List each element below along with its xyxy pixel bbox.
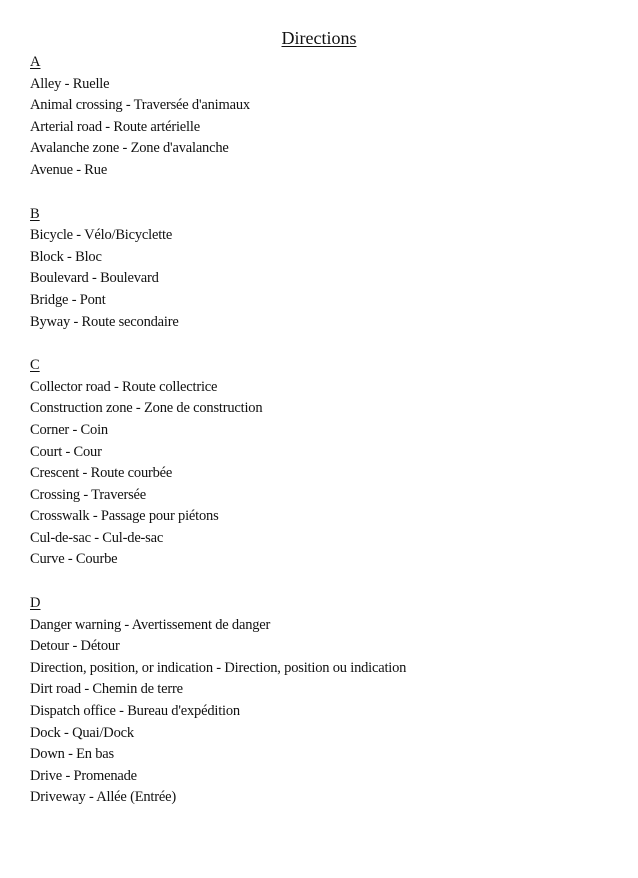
glossary-entry: Dispatch office - Bureau d'expédition [30, 703, 240, 720]
section-c [30, 355, 620, 571]
glossary-entry: Arterial road - Route artérielle [30, 118, 200, 135]
section-d [30, 593, 620, 809]
glossary-content [30, 52, 620, 831]
glossary-entry: Dock - Quai/Dock [30, 724, 134, 741]
glossary-entry: Collector road - Route collectrice [30, 378, 218, 395]
glossary-entry: Alley - Ruelle [30, 75, 110, 92]
glossary-entry: Avenue - Rue [30, 161, 108, 178]
glossary-entry: Block - Bloc [30, 248, 102, 265]
glossary-entry: Corner - Coin [30, 421, 108, 438]
glossary-entry: Danger warning - Avertissement de danger [30, 616, 271, 633]
glossary-entry: Cul-de-sac - Cul-de-sac [30, 529, 164, 546]
section-letter: B [30, 205, 40, 222]
glossary-entry: Down - En bas [30, 746, 114, 763]
section-b [30, 204, 620, 334]
section-letter: C [30, 357, 40, 374]
glossary-entry: Bridge - Pont [30, 291, 106, 308]
glossary-entry: Animal crossing - Traversée d'animaux [30, 97, 250, 114]
glossary-entry: Construction zone - Zone de construction [30, 400, 263, 417]
glossary-entry: Direction, position, or indication - Direction, position ou indication [30, 659, 407, 676]
glossary-entry: Dirt road - Chemin de terre [30, 681, 183, 698]
glossary-entry: Crescent - Route courbée [30, 465, 173, 482]
glossary-entry: Driveway - Allée (Entrée) [30, 789, 176, 806]
glossary-entry: Court - Cour [30, 443, 102, 460]
section-letter: D [30, 595, 41, 612]
glossary-entry: Boulevard - Boulevard [30, 270, 159, 287]
glossary-entry: Avalanche zone - Zone d'avalanche [30, 140, 229, 157]
glossary-entry: Detour - Détour [30, 638, 120, 655]
glossary-entry: Byway - Route secondaire [30, 313, 179, 330]
glossary-entry: Bicycle - Vélo/Bicyclette [30, 227, 173, 244]
glossary-entry: Curve - Courbe [30, 551, 118, 568]
page-title: Directions [281, 28, 357, 48]
glossary-entry: Crosswalk - Passage pour piétons [30, 508, 219, 525]
section-letter: A [30, 54, 41, 70]
glossary-entry: Crossing - Traversée [30, 486, 147, 503]
glossary-entry: Drive - Promenade [30, 767, 137, 784]
section-a [30, 52, 620, 182]
